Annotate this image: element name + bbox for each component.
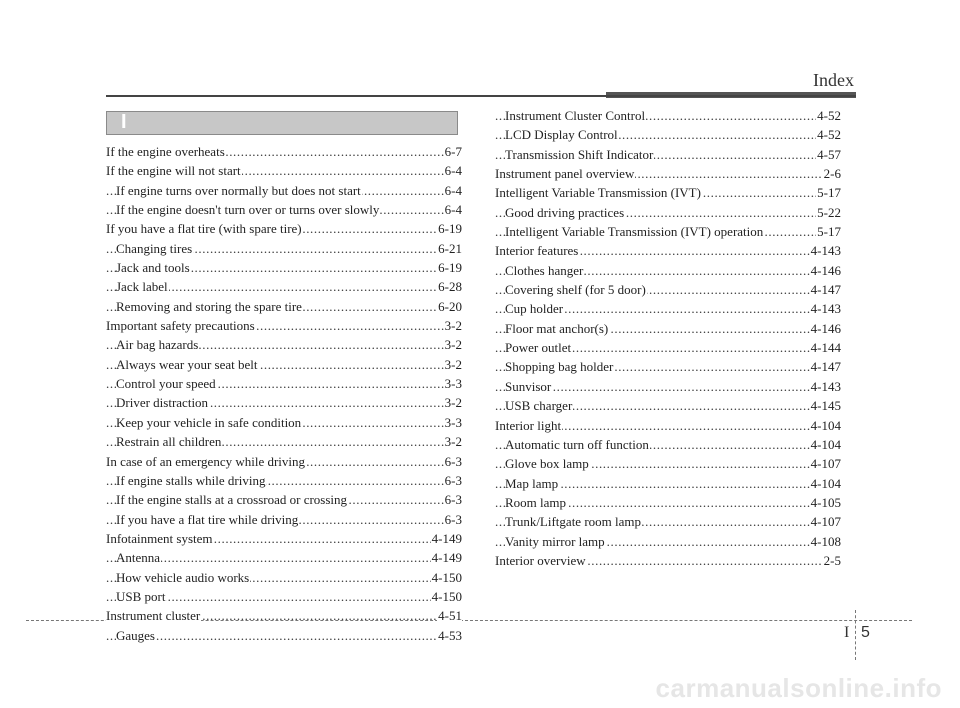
entry-page-ref: 4-147 [810,280,841,299]
entry-text: Antenna [116,550,161,566]
entry-page-ref: 4-104 [810,474,841,493]
entry-page-ref: 3-2 [444,432,462,451]
index-subentry [495,145,841,164]
index-subentry [106,355,462,374]
entry-page-ref: 6-3 [444,510,462,529]
index-subentry [106,393,462,412]
watermark: carmanualsonline.info [655,673,942,703]
entry-text: Instrument Cluster Control [505,108,646,123]
index-entry [106,219,462,238]
entry-page-ref: 4-51 [437,606,462,625]
entry-page-ref: 6-4 [444,161,462,180]
entry-text: How vehicle audio works [116,569,250,585]
entry-page-ref: 4-143 [810,299,841,318]
entry-page-ref: 4-104 [810,416,841,435]
entry-page-ref: 4-107 [810,454,841,473]
entry-text: If engine turns over normally but does not start [116,182,361,198]
entry-page-ref: 4-143 [810,241,841,260]
index-entry [495,551,841,570]
entry-text: Room lamp [505,494,567,510]
entry-page-ref: 4-145 [810,396,841,415]
entry-text: Keep your vehicle in safe condition [116,414,302,430]
entry-text: Restrain all children [116,434,222,450]
index-subentry [495,357,841,376]
index-subentry [495,222,841,241]
entry-page-ref: 5-22 [816,203,841,222]
entry-text: If the engine will not start [106,163,241,179]
index-subentry [106,510,462,529]
entry-page-ref: 4-144 [810,338,841,357]
index-subentry [106,297,462,316]
entry-text: Instrument panel overview [495,166,635,182]
index-subentry [106,490,462,509]
entry-page-ref: 6-28 [437,277,462,296]
entry-text: Power outlet [505,340,572,356]
entry-page-ref: 2-5 [823,551,841,570]
entry-page-ref: 6-3 [444,471,462,490]
entry-page-ref: 6-7 [444,142,462,161]
entry-text: Always wear your seat belt [116,356,258,372]
entry-page-ref: 5-17 [816,183,841,202]
entry-page-ref: 4-150 [431,568,462,587]
entry-page-ref: 4-146 [810,261,841,280]
index-column-right [495,106,841,570]
index-subentry [106,258,462,277]
index-subentry [106,335,462,354]
index-subentry [495,512,841,531]
entry-page-ref: 4-107 [810,512,841,531]
index-entry [495,183,841,202]
index-subentry [106,181,462,200]
entry-text: Trunk/Liftgate room lamp [505,514,642,530]
entry-text: Vanity mirror lamp [505,533,605,549]
index-subentry [106,548,462,567]
index-subentry [106,568,462,587]
index-subentry [495,435,841,454]
index-entry [495,416,841,435]
entry-page-ref: 5-17 [816,222,841,241]
index-subentry [106,413,462,432]
index-entry [495,164,841,183]
entry-text: Interior overview [495,552,586,568]
entry-text: Clothes hanger [505,262,584,278]
index-subentry [106,587,462,606]
entry-text: Driver distraction [116,395,209,411]
entry-text: Shopping bag holder [505,359,614,375]
entry-page-ref: 4-57 [816,145,841,164]
index-subentry [495,454,841,473]
entry-text: Map lamp [505,475,559,491]
entry-page-ref: 4-52 [816,125,841,144]
entry-text: Gauges [116,627,155,643]
entry-page-ref: 4-147 [810,357,841,376]
entry-text: Good driving practices [505,204,625,220]
index-subentry [495,377,841,396]
entry-page-ref: 4-149 [431,529,462,548]
entry-page-ref: 6-20 [437,297,462,316]
entry-text: Jack and tools [116,260,190,276]
index-subentry [106,277,462,296]
footer-section: I [844,624,850,641]
entry-text: Transmission Shift Indicator [505,146,654,162]
entry-text: Interior light [495,417,562,433]
entry-page-ref: 3-3 [444,413,462,432]
entry-text: Removing and storing the spare tire [116,298,302,314]
entry-text: Jack label [116,279,168,295]
entry-text: If the engine stalls at a crossroad or crossing [116,492,348,508]
index-entry [106,316,462,335]
entry-text: USB charger [505,398,573,414]
entry-page-ref: 4-143 [810,377,841,396]
entry-text: Infotainment system [106,530,213,546]
entry-text: Glove box lamp [505,456,589,472]
entry-text: Intelligent Variable Transmission (IVT) [495,185,701,201]
index-entry [495,241,841,260]
index-entry [106,142,462,161]
entry-page-ref: 4-52 [816,106,841,125]
entry-page-ref: 4-150 [431,587,462,606]
entry-page-ref: 4-108 [810,532,841,551]
entry-text: Automatic turn off function [505,436,649,452]
entry-text: Air bag hazards [116,337,199,353]
index-entry [106,606,462,625]
index-subentry [495,106,841,125]
entry-page-ref: 6-3 [444,452,462,471]
section-letter-box [106,111,458,135]
entry-page-ref: 6-3 [444,490,462,509]
footer-page-number: 5 [861,624,870,641]
entry-text: If you have a flat tire (with spare tire) [106,221,302,237]
entry-text: Changing tires [116,240,193,256]
entry-text: Important safety precautions [106,318,255,334]
entry-text: If the engine overheats [106,144,225,159]
index-subentry [495,280,841,299]
entry-page-ref: 2-6 [823,164,841,183]
entry-page-ref: 6-4 [444,181,462,200]
index-subentry [106,239,462,258]
page-header-title: Index [813,70,854,90]
index-subentry [495,203,841,222]
entry-page-ref: 3-2 [444,316,462,335]
index-subentry [495,319,841,338]
entry-text: In case of an emergency while driving [106,453,306,469]
entry-page-ref: 3-2 [444,335,462,354]
index-subentry [495,396,841,415]
index-entry [106,529,462,548]
entry-text: If the engine doesn't turn over or turns over slowly [116,202,380,218]
header-rule [106,95,856,97]
entry-page-ref: 3-3 [444,374,462,393]
entry-text: Sunvisor [505,378,552,394]
entry-text: If engine stalls while driving [116,472,266,488]
index-column-left [106,142,462,645]
index-subentry [106,374,462,393]
entry-page-ref: 4-53 [437,626,462,645]
index-subentry [106,432,462,451]
entry-text: Interior features [495,243,579,259]
entry-text: LCD Display Control [505,127,618,143]
entry-page-ref: 4-105 [810,493,841,512]
entry-page-ref: 4-104 [810,435,841,454]
entry-text: Intelligent Variable Transmission (IVT) operation [505,224,764,240]
index-subentry [495,532,841,551]
footer-divider [855,610,856,660]
index-subentry [106,626,462,645]
entry-text: USB port [116,588,166,604]
entry-page-ref: 4-146 [810,319,841,338]
entry-text: If you have a flat tire while driving [116,511,299,527]
entry-page-ref: 3-2 [444,393,462,412]
entry-text: Control your speed [116,376,216,392]
index-entry [106,161,462,180]
index-subentry [495,125,841,144]
index-subentry [106,471,462,490]
index-subentry [495,299,841,318]
entry-page-ref: 6-21 [437,239,462,258]
section-letter: I [121,111,127,133]
index-subentry [495,474,841,493]
entry-page-ref: 6-4 [444,200,462,219]
index-subentry [495,338,841,357]
index-subentry [495,261,841,280]
entry-text: Floor mat anchor(s) [505,320,609,336]
index-subentry [495,493,841,512]
index-entry [106,452,462,471]
entry-text: Instrument cluster [106,608,201,624]
entry-text: Covering shelf (for 5 door) [505,282,646,298]
entry-page-ref: 6-19 [437,219,462,238]
index-subentry [106,200,462,219]
entry-text: Cup holder [505,301,564,317]
entry-page-ref: 6-19 [437,258,462,277]
entry-page-ref: 3-2 [444,355,462,374]
entry-page-ref: 4-149 [431,548,462,567]
